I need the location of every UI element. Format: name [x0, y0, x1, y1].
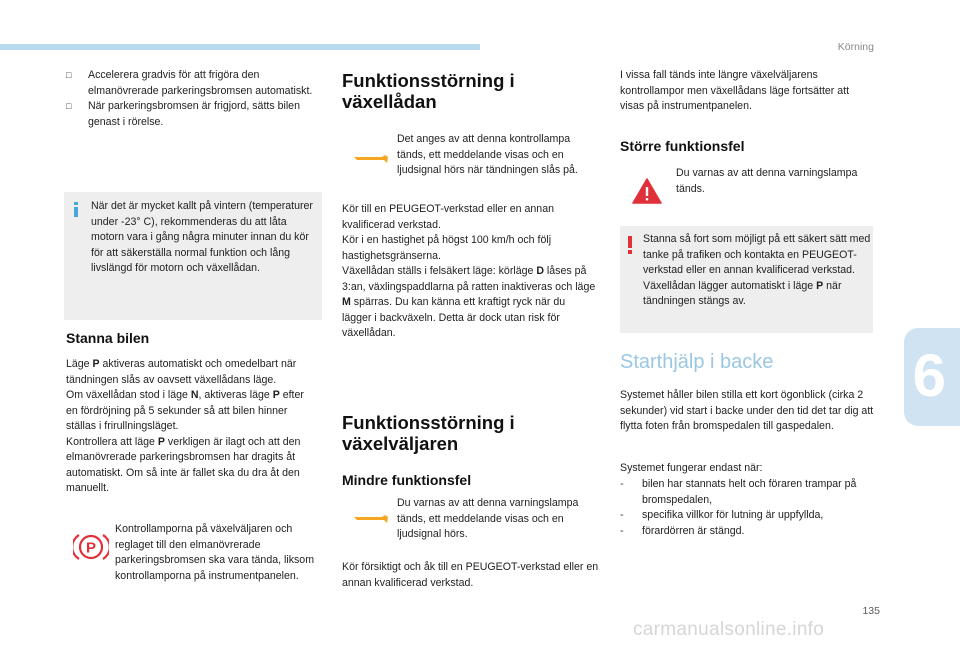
- bullet-item: □ När parkeringsbromsen är frigjord, sätts bilen genast i rörelse.: [66, 100, 300, 128]
- chapter-number: 6: [912, 342, 946, 409]
- bullet-list: [66, 68, 316, 130]
- paragraph: Kör i en hastighet på högst 100 km/h och följ hastighetsgränserna.: [342, 234, 552, 262]
- warning-text: [643, 232, 871, 310]
- section-label: Körning: [837, 41, 874, 53]
- wrench-warning-text: Du varnas av att denna varningslampa tänds, ett meddelande visas och en ljudsignal hörs.: [397, 497, 579, 540]
- list-item: - förardörren är stängd.: [620, 524, 745, 537]
- bullet-marker-icon: □: [66, 101, 72, 111]
- heading-storre-funktionsfel: Större funktionsfel: [620, 138, 745, 154]
- warning-icon-text: Du varnas av att denna varningslampa tänds.: [676, 167, 858, 195]
- list-item: - specifika villkor för lutning är uppfyllda,: [620, 509, 824, 521]
- heading-stanna-bilen: Stanna bilen: [66, 330, 150, 346]
- intro-text: I vissa fall tänds inte längre växelväljarens kontrollampor men växellådans läge fortsätter att visas på instrumentpanelen.: [620, 69, 850, 112]
- list-item: - bilen har stannats helt och föraren trampar på bromspedalen,: [620, 478, 857, 506]
- starthjalp-conditions-intro: Systemet fungerar endast när:: [620, 462, 763, 474]
- paragraph: Växellådan ställs i felsäkert läge: körläge D låses på 3:an, växlingspaddlarna på ratten inaktiveras och läge M spärras. Du kan känna ett kraftigt ryck när du lägger i backväxeln. Detta är dock utan risk för växellådan.: [342, 265, 596, 339]
- paragraph: Växellådan lägger automatiskt i läge P när tändningen stängs av.: [643, 279, 842, 307]
- wrench-warning-icon: [353, 514, 389, 522]
- paragraph: Stanna så fort som möjligt på ett säkert sätt med tanke på trafiken och kontakta en PEUGEOT-verkstad eller en annan kvalificerad verkstad.: [643, 233, 871, 276]
- vaxellada-text: [342, 202, 597, 342]
- exclamation-icon: [628, 236, 632, 254]
- parking-brake-icon: [73, 532, 109, 562]
- p-icon-text: Kontrollamporna på växelväljaren och reglaget till den elmanövrerade parkeringsbromsen ska vara tända, liksom kontrollamporna på instrumentpanelen.: [115, 523, 315, 582]
- header-accent-bar: [0, 44, 480, 50]
- watermark: carmanualsonline.info: [633, 619, 825, 640]
- wrench-warning-text: Det anges av att denna kontrollampa tänds, ett meddelande visas och en ljudsignal hörs när tändningen slås på.: [397, 133, 578, 176]
- heading-starthjalp-i-backe: Starthjälp i backe: [620, 351, 774, 373]
- wrench-warning-icon: [353, 154, 389, 162]
- info-icon: [74, 202, 78, 216]
- p-letter: P: [85, 539, 97, 557]
- starthjalp-text: Systemet håller bilen stilla ett kort ögonblick (cirka 2 sekunder) vid start i backe under den tid det tar dig att flytta foten från bromspedalen till gaspedalen.: [620, 389, 874, 432]
- page-number: 135: [862, 605, 880, 617]
- paragraph: Kontrollera att läge P verkligen är ilagt och att den elmanövrerade parkeringsbromsen har dragits åt automatiskt. Om så inte är fallet ska du dra åt den manuellt.: [66, 435, 301, 494]
- condition-list: [620, 477, 875, 539]
- heading-funktionsstorning-vaxelvaljare: Funktionsstörning i växelväljaren: [342, 412, 515, 454]
- warning-box: [620, 226, 873, 333]
- info-text: När det är mycket kallt på vintern (temperaturer under -23° C), rekommenderas du att låta motorn vara i gång några minuter innan du kör för att säkerställa normal funktion och lång livslängd för motorn och växellådan.: [91, 200, 313, 274]
- heading-mindre-funktionsfel: Mindre funktionsfel: [342, 472, 472, 488]
- bullet-marker-icon: □: [66, 70, 72, 80]
- paragraph: Läge P aktiveras automatiskt och omedelbart när tändningen slås av oavsett växellådans läge.: [66, 358, 297, 386]
- stanna-text: [66, 357, 318, 497]
- heading-funktionsstorning-vaxellada: Funktionsstörning i växellådan: [342, 70, 515, 112]
- paragraph: Kör till en PEUGEOT-verkstad eller en annan kvalificerad verkstad.: [342, 203, 554, 231]
- paragraph: Kör försiktigt och åk till en PEUGEOT-verkstad eller en annan kvalificerad verkstad.: [342, 561, 599, 589]
- warning-triangle-icon: [632, 178, 662, 204]
- bullet-item: □ Accelerera gradvis för att frigöra den elmanövrerade parkeringsbromsen automatiskt.: [66, 69, 313, 97]
- paragraph: Om växellådan stod i läge N, aktiveras läge P efter en fördröjning på 5 sekunder så att bilen hinner ställas i frirullningsläget.: [66, 389, 304, 432]
- info-box: [64, 192, 322, 320]
